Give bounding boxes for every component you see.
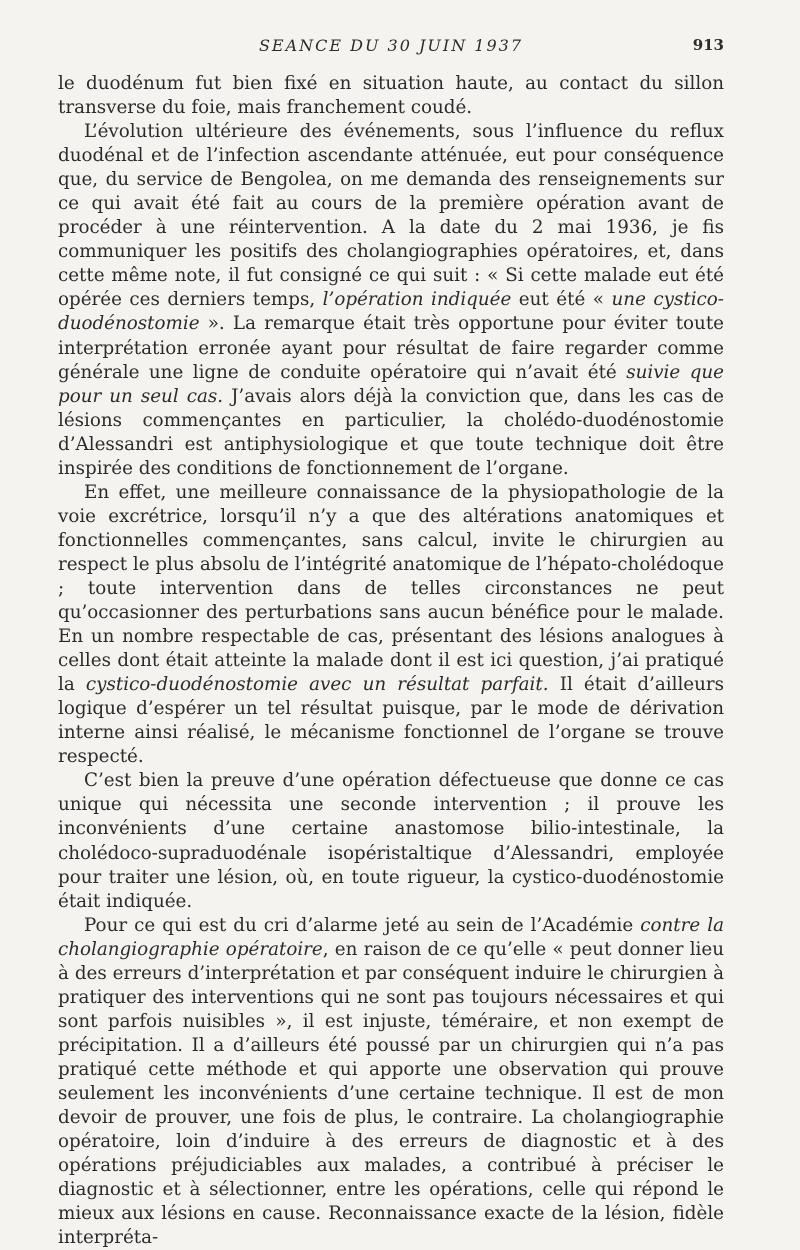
italic-run: contre la cholangiographie opératoire xyxy=(58,914,724,960)
italic-run: cystico-duodénostomie avec un résultat parfait. xyxy=(85,674,549,696)
text-run: , en raison de ce qu’elle « peut donner lieu à des erreurs d’interprétation et par conséquent induire le chirurgien à pratiquer des interventions qui ne sont pas toujours nécessaires et qui sont parfois nuisibles », il est injuste, téméraire, et non exempt de précipitation. Il a d’ailleurs été poussé par un chirurgien qui n’a pas pratiqué cette méthode et qui apporte une observation qui prouve seulement les inconvénients d’une certaine technique. Il est de mon devoir de prouver, une fois de plus, le contraire. La cholangiographie opératoire, loin d’induire à des erreurs de diagnostic et à des opérations préjudiciables aux malades, a contribué à préciser le diagnostic et à sélectionner, entre les opérations, celle qui répond le mieux aux lésions en cause. Reconnaissance exacte de la lésion, fidèle interpréta- xyxy=(58,938,724,1249)
running-title: SEANCE DU 30 JUIN 1937 xyxy=(258,36,524,55)
text-run: le duodénum fut bien fixé en situation haute, au contact du sillon transverse du foie, mais franchement coudé. xyxy=(58,73,724,119)
italic-run: suivie que pour un seul cas. xyxy=(58,361,724,407)
paragraph xyxy=(58,72,724,120)
text-run: ». La remarque était très opportune pour éviter toute interprétation erronée ayant pour résultat de faire regarder comme générale une ligne de conduite opératoire qui n’avait été xyxy=(58,313,724,383)
page-header xyxy=(58,36,724,60)
text-run: Pour ce qui est du cri d’alarme jeté au sein de l’Académie xyxy=(84,914,641,936)
text-run: Il était d’ailleurs logique d’espérer un tel résultat puisque, par le mode de dérivation interne ainsi réalisé, le mécanisme fonctionnel de l’organe se trouve respecté. xyxy=(58,674,725,768)
paragraph xyxy=(58,769,724,913)
text-run: En effet, une meilleure connaissance de la physiopathologie de la voie excrétrice, lorsqu’il n’y a que des altérations anatomiques et fonctionnelles commençantes, sans calcul, invite le chirurgien au respect le plus absolu de l’intégrité anatomique de l’hépato-cholédoque ; toute intervention dans de telles circonstances ne peut qu’occasionner des perturbations sans aucun bénéfice pour le malade. En un nombre respectable de cas, présentant des lésions analogues à celles dont était atteinte la malade dont il est ici question, j’ai pratiqué la xyxy=(58,481,724,696)
italic-run: une cystico-duodénostomie xyxy=(58,289,724,335)
text-run: eut été « xyxy=(511,289,612,311)
page-number: 913 xyxy=(692,36,724,54)
text-run: L’évolution ultérieure des événements, sous l’influence du reflux duodénal et de l’infection ascendante atténuée, eut pour conséquence que, du service de Bengolea, on me demanda des renseignements sur ce qui avait été fait au cours de la première opération avant de procéder à une réintervention. A la date du 2 mai 1936, je fis communiquer les positifs des cholangiographies opératoires, et, dans cette même note, il fut consigné ce qui suit : « Si cette malade eut été opérée ces derniers temps, xyxy=(58,121,724,311)
body-text xyxy=(58,72,724,1250)
paragraph xyxy=(58,120,724,481)
italic-run: l’opération indiquée xyxy=(322,289,512,311)
text-run: C’est bien la preuve d’une opération défectueuse que donne ce cas unique qui nécessita une seconde intervention ; il prouve les inconvénients d’une certaine anastomose bilio-intestinale, la cholédoco-supraduodénale isopéristaltique d’Alessandri, employée pour traiter une lésion, où, en toute rigueur, la cystico-duodénostomie était indiquée. xyxy=(58,770,724,912)
text-run: J’avais alors déjà la conviction que, dans les cas de lésions commençantes en particulier, la cholédo-duodénostomie d’Alessandri est antiphysiologique et que toute technique doit être inspirée des conditions de fonctionnement de l’organe. xyxy=(58,385,724,479)
paragraph xyxy=(58,481,724,770)
paragraph xyxy=(58,914,724,1250)
